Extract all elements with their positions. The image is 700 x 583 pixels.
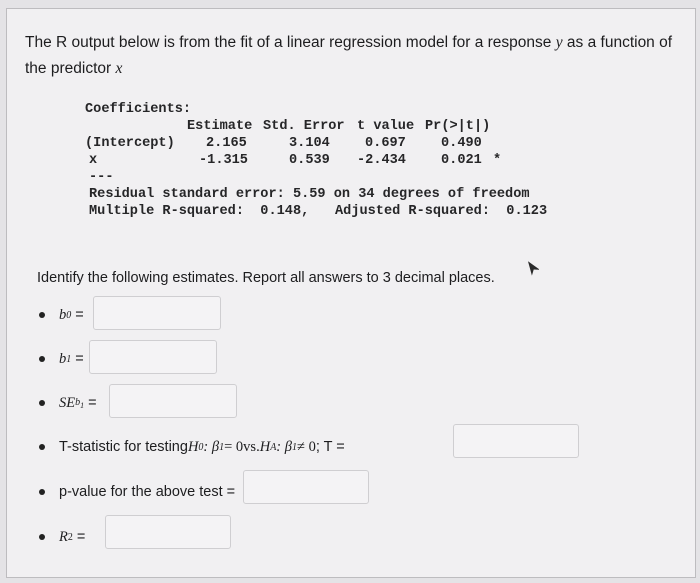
- row-t: 0.697: [365, 136, 406, 151]
- bullet: [39, 312, 45, 318]
- answer-b0-box[interactable]: [93, 296, 221, 330]
- answer-pvalue-input[interactable]: [244, 471, 368, 503]
- answer-b1-box[interactable]: [89, 340, 217, 374]
- header-std-error: Std. Error: [263, 119, 345, 134]
- question-pvalue: [39, 474, 235, 510]
- row-t: -2.434: [357, 153, 406, 168]
- question-b0: [39, 297, 84, 333]
- bullet: [39, 489, 45, 495]
- answer-pvalue-box[interactable]: [243, 470, 369, 504]
- bullet: [39, 400, 45, 406]
- row-p: 0.490: [441, 136, 482, 151]
- multiple-rsq: Multiple R-squared: 0.148,: [89, 204, 310, 219]
- answer-rsq-input[interactable]: [106, 516, 230, 548]
- question-rsq: [39, 519, 85, 555]
- answer-b0-input[interactable]: [94, 297, 220, 329]
- row-p: 0.021: [441, 153, 482, 168]
- row-name: x: [89, 153, 98, 168]
- question-card: [6, 8, 696, 578]
- label-rsq: R 2 =: [59, 528, 86, 545]
- row-sig: *: [493, 153, 502, 168]
- label-b0: b 0 =: [59, 306, 84, 323]
- var-y: y: [555, 34, 563, 51]
- row-estimate: 2.165: [206, 136, 247, 151]
- residual-line: Residual standard error: 5.59 on 34 degrees of freedom: [89, 187, 530, 202]
- bullet: [39, 444, 45, 450]
- mouse-cursor-icon: [525, 258, 539, 276]
- bullet: [39, 534, 45, 540]
- header-pr: Pr(>|t|): [425, 119, 491, 134]
- adjusted-rsq: Adjusted R-squared: 0.123: [335, 204, 548, 219]
- row-se: 3.104: [289, 136, 330, 151]
- answer-b1-input[interactable]: [90, 341, 216, 373]
- answer-rsq-box[interactable]: [105, 515, 231, 549]
- label-tstat: T-statistic for testing H 0 : β 1 = 0 vs. H A : β 1 ≠ 0 ; T =: [59, 438, 345, 455]
- header-t-value: t value: [357, 119, 415, 134]
- table-row: [83, 152, 502, 169]
- question-se-b1: [39, 385, 97, 421]
- coef-title: Coefficients:: [85, 102, 192, 117]
- label-b1: b 1 =: [59, 350, 84, 367]
- header-estimate: Estimate: [187, 119, 253, 134]
- intro-text: The R output below is from the fit of a linear regression model for a response y as a function of the predictor x: [25, 34, 673, 77]
- bullet: [39, 356, 45, 362]
- separator: ---: [89, 170, 114, 185]
- answer-tstat-input[interactable]: [454, 425, 578, 457]
- var-x: x: [115, 60, 123, 77]
- answer-se-input[interactable]: [110, 385, 236, 417]
- question-b1: [39, 341, 84, 377]
- question-tstat: [39, 429, 345, 465]
- row-se: 0.539: [289, 153, 330, 168]
- label-se-b1: SE $b_1$ =: [59, 394, 97, 411]
- r-output: [83, 101, 548, 220]
- table-row: [83, 135, 482, 152]
- label-pvalue: p-value for the above test =: [59, 484, 236, 500]
- prompt-text: Identify the following estimates. Report all answers to 3 decimal places.: [37, 270, 495, 286]
- row-name: (Intercept): [85, 136, 175, 151]
- answer-se-box[interactable]: [109, 384, 237, 418]
- row-estimate: -1.315: [199, 153, 248, 168]
- answer-tstat-box[interactable]: [453, 424, 579, 458]
